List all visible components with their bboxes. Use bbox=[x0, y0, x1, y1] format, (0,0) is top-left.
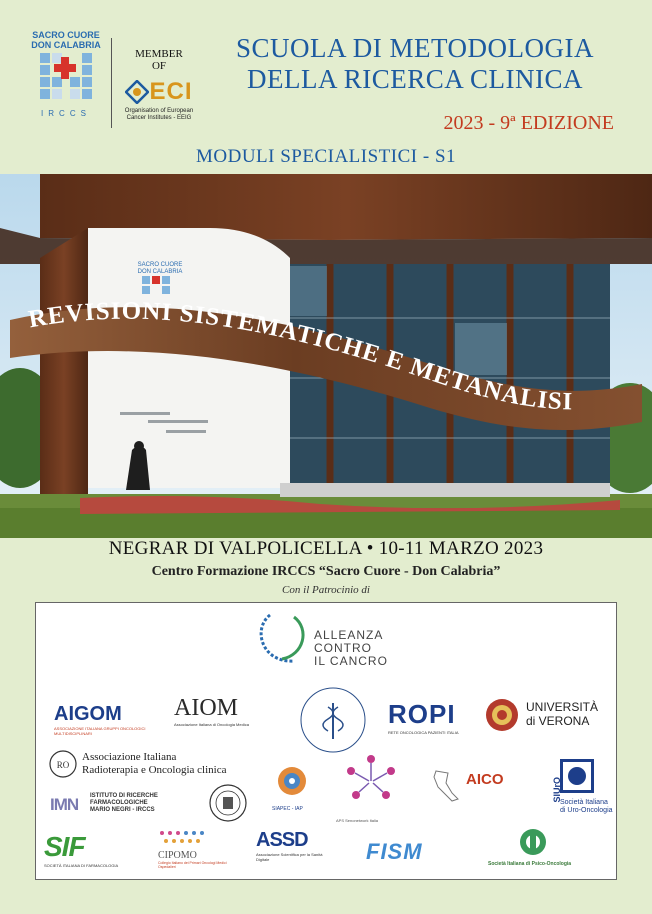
aiom-logo bbox=[174, 695, 254, 727]
fism-word: FISM bbox=[366, 839, 423, 864]
negri-line1: ISTITUTO DI RICERCHE bbox=[90, 793, 158, 799]
sif-seal-logo bbox=[208, 783, 248, 823]
siapec-label: SIAPEC - IAP bbox=[272, 806, 303, 812]
sipo-logo bbox=[488, 827, 598, 873]
iss-seal-icon bbox=[298, 685, 368, 755]
airo-line2: Radioterapia e Oncologia clinica bbox=[82, 764, 227, 776]
airo-logo bbox=[48, 749, 248, 783]
sipo-label: Società Italiana di Psico-Oncologia bbox=[488, 861, 572, 867]
airo-line1: Associazione Italiana bbox=[82, 751, 177, 763]
cipomo-dots-icon bbox=[158, 829, 208, 845]
aico-logo bbox=[428, 769, 528, 819]
aps-senonetwork-icon bbox=[336, 751, 406, 813]
title-line1: SCUOLA DI METODOLOGIA bbox=[236, 33, 594, 63]
siuro-line2: Società Italiana bbox=[560, 799, 608, 806]
cipomo-sub: Collegio Italiano dei Primari Oncologi Medici Ospedalieri bbox=[158, 861, 227, 869]
airo-seal-icon bbox=[48, 749, 78, 779]
patronage-label: Con il Patrocinio di bbox=[282, 584, 370, 596]
sif-word: SIF bbox=[44, 831, 85, 862]
cipomo-logo bbox=[158, 829, 244, 873]
negri-line3: MARIO NEGRI - IRCCS bbox=[90, 807, 155, 813]
siuro-line3: di Uro-Oncologia bbox=[560, 807, 613, 814]
fism-logo bbox=[366, 839, 446, 869]
logo-irccs: IRCCS bbox=[41, 109, 91, 118]
logo-line2: DON CALABRIA bbox=[31, 40, 101, 50]
italy-map-icon bbox=[428, 769, 462, 809]
iss-logo bbox=[298, 685, 368, 755]
ropi-word: ROPI bbox=[388, 699, 456, 729]
sponsors-box bbox=[35, 602, 617, 880]
alleanza-line2: CONTRO bbox=[314, 641, 372, 655]
member-label: MEMBER bbox=[135, 48, 183, 60]
assd-word: ASSD bbox=[256, 829, 308, 851]
assd-sub: Associazione Scientifica per la Sanità Digitale bbox=[256, 852, 323, 862]
sif-sub: SOCIETÀ ITALIANA DI FARMACOLOGIA bbox=[44, 863, 119, 868]
edition-label: 2023 - 9ª EDIZIONE bbox=[443, 112, 614, 134]
ropi-sub: RETE ONCOLOGICA PAZIENTI ITALIA bbox=[388, 730, 459, 735]
sign-line2: DON CALABRIA bbox=[137, 269, 183, 275]
univr-line1: UNIVERSITÀ bbox=[526, 700, 599, 714]
ropi-logo bbox=[388, 699, 468, 735]
assd-logo bbox=[256, 829, 326, 873]
sign-line1: SACRO CUORE bbox=[137, 262, 183, 268]
eci-subtitle: Organisation of European Cancer Institutes - EEIG bbox=[124, 108, 194, 121]
modules-bar: MODULI SPECIALISTICI - S1 bbox=[0, 142, 652, 174]
aigom-word: AIGOM bbox=[54, 703, 122, 725]
banner-text: REVISIONI SISTEMATICHE E METANALISI bbox=[26, 300, 574, 416]
aps-label: APS Senonetwork Italia bbox=[336, 818, 379, 823]
siapec-logo bbox=[272, 765, 322, 815]
univr-line2: di VERONA bbox=[526, 714, 590, 728]
location-date: NEGRAR DI VALPOLICELLA • 10-11 MARZO 2023 bbox=[108, 538, 544, 559]
title-ribbon bbox=[10, 300, 650, 450]
sacro-cuore-logo bbox=[30, 30, 102, 118]
alleanza-ring-icon bbox=[258, 609, 308, 669]
aps-logo bbox=[336, 751, 416, 821]
cipomo-word: CIPOMO bbox=[158, 850, 197, 861]
alleanza-logo bbox=[258, 609, 408, 673]
aigom-sub: ASSOCIAZIONE ITALIANA GRUPPI ONCOLOGICI MULTIDISCIPLINARI bbox=[54, 726, 146, 736]
siuro-word: SIUrO bbox=[552, 777, 562, 803]
negri-logo: IMN ISTITUTO DI RICERCHE FARMACOLOGICHE MARIO NEGRI - IRCCS bbox=[50, 793, 158, 814]
negri-line2: FARMACOLOGICHE bbox=[90, 800, 148, 806]
aiom-word: AIOM bbox=[174, 695, 238, 721]
aiom-sub: Associazione Italiana di Oncologia Medica bbox=[174, 722, 249, 727]
univr-logo bbox=[484, 697, 604, 737]
header-divider bbox=[111, 38, 112, 128]
aico-word: AICO bbox=[466, 771, 504, 788]
university-seal-icon bbox=[208, 783, 248, 823]
alleanza-line3: IL CANCRO bbox=[314, 654, 388, 668]
oeci-diamond-icon bbox=[125, 80, 149, 104]
aigom-logo bbox=[54, 703, 150, 736]
siapec-icon bbox=[272, 765, 312, 801]
sipo-icon bbox=[518, 827, 548, 857]
venue: Centro Formazione IRCCS “Sacro Cuore - Don Calabria” bbox=[151, 564, 501, 579]
alleanza-line1: ALLEANZA bbox=[314, 628, 384, 642]
oeci-member-block bbox=[116, 48, 202, 122]
oeci-logo bbox=[116, 78, 202, 106]
hospital-grid-icon bbox=[40, 53, 92, 101]
svg-text:RO: RO bbox=[56, 760, 70, 770]
member-of: OF bbox=[151, 60, 167, 72]
eci-word: ECI bbox=[149, 78, 193, 105]
sif-logo bbox=[44, 831, 144, 871]
logo-line1: SACRO CUORE bbox=[32, 30, 100, 40]
title-line2: DELLA RICERCA CLINICA bbox=[246, 64, 583, 94]
page-title bbox=[205, 33, 625, 95]
univr-seal-icon bbox=[484, 697, 520, 733]
